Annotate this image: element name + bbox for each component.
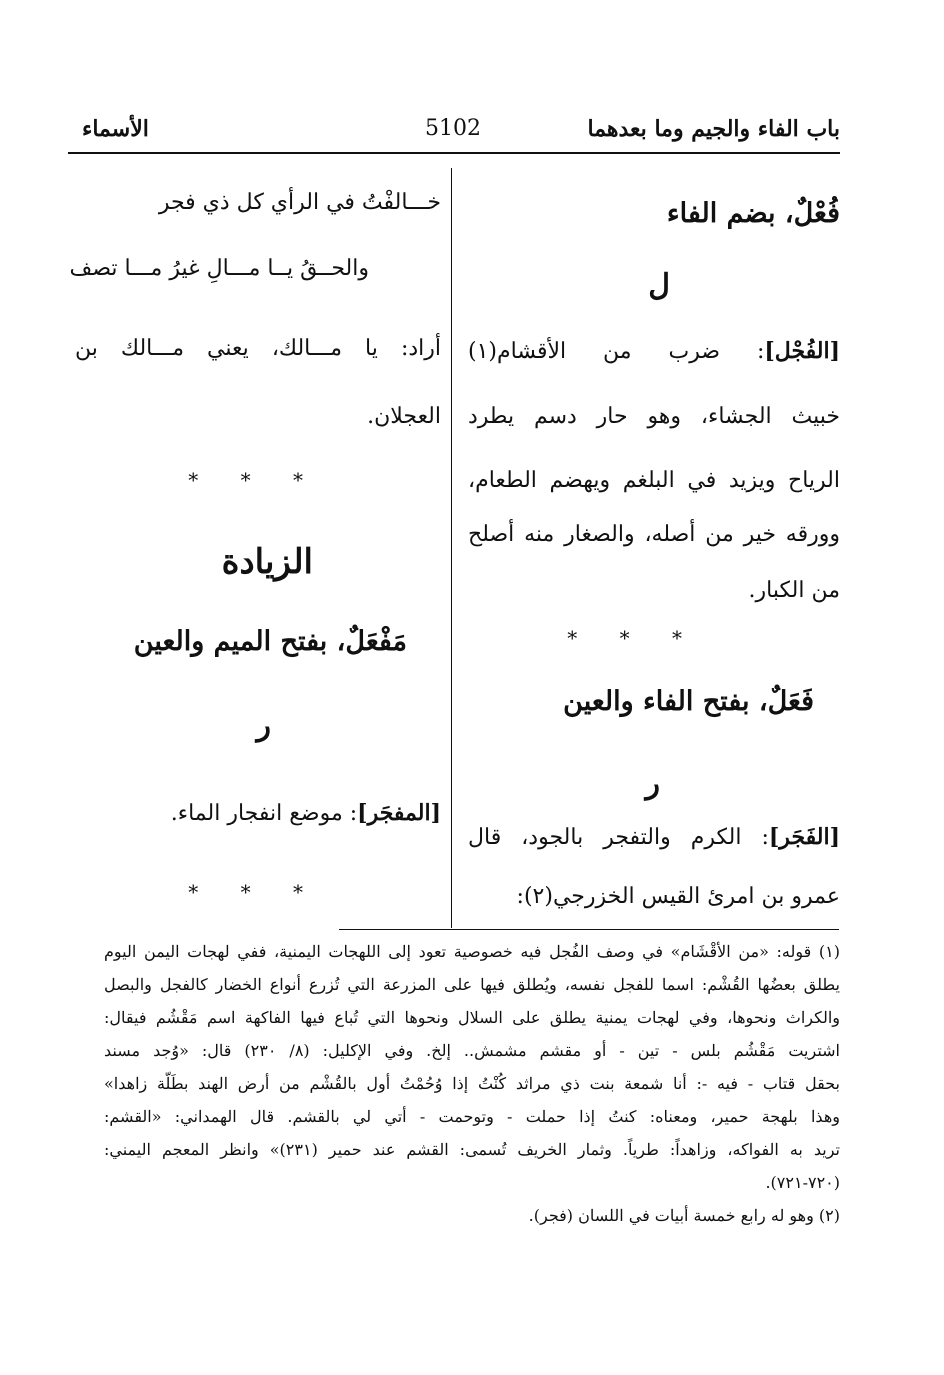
entry-fujl-line-3: الرياح ويزيد في البلغم ويهضم الطعام،: [468, 468, 840, 493]
footnote-1-line-7: تريد به الفواكه، وزاهداً: طرياً. وثمار الخريف تُسمى: القشم عند حمير (٢٣١)» وانظر المعجم اليمني:: [104, 1140, 841, 1159]
entry-mafjar: [171, 800, 441, 826]
running-header-chapter: باب الفاء والجيم وما بعدهما: [587, 116, 840, 142]
heading-fa3al: فَعَلٌ، بفتح الفاء والعين: [563, 686, 814, 717]
separator-stars-left-1: * * *: [188, 468, 321, 492]
footnote-1-line-5: بحقل قتاب - فيه -: أنا شمعة بنت ذي مراثد كُنْتُ إذا وُحُمْتُ أول بالقُشْم من أرض الهند بطَلّة زاهدا»: [104, 1074, 840, 1093]
footnote-rule: [339, 929, 839, 930]
entry-fujl-line-4: وورقه خير من أصله، والصغار منه أصلح: [468, 522, 840, 547]
entry-fujl-line-5: من الكبار.: [748, 578, 840, 603]
entry-fajar-line-1: [468, 824, 840, 850]
entry-fujl-text-1: : ضرب من الأقشام(١): [468, 339, 765, 364]
header-rule: [68, 152, 840, 154]
separator-stars-right: * * *: [567, 626, 700, 650]
letter-ra-right: ر: [645, 766, 660, 801]
letter-lam: ل: [648, 268, 670, 303]
section-title-ziyada: الزيادة: [221, 542, 313, 582]
running-header-section: الأسماء: [82, 116, 149, 142]
footnote-1-line-2: يطلق بعضُها القُشْم: اسما للفجل نفسه، ويُطلق فيها على المزرعة التي تُزرع أنواع الخضار كالفجل والبصل: [104, 975, 840, 994]
heading-maf3al: مَفْعَلٌ، بفتح الميم والعين: [133, 626, 407, 657]
entry-fajar-text-1: : الكرم والتفجر بالجود، قال: [468, 825, 769, 850]
entry-fujl-line-2: خبيث الجشاء، وهو حار دسم يطرد: [468, 404, 840, 429]
footnote-1-line-6: وهذا بلهجة حمير، ومعناه: كنتُ إذا حملت - وتوحمت - أتي لي بالقشم. قال الهمداني: «القشم:: [104, 1107, 840, 1126]
entry-fujl-term: [الفُجْل]: [764, 338, 840, 364]
footnote-1-line-3: والكراث ونحوها، وفي لهجات يمنية يطلق على السلال ونحوها التي تُباع فيها الفاكهة اسم مَقْشُم فيقال:: [104, 1008, 840, 1027]
footnote-1-line-8: (٧٢٠-٧٢١).: [765, 1173, 840, 1192]
entry-fujl-line-1: [468, 338, 840, 364]
entry-fajar-term: [الفَجَر]: [768, 824, 840, 850]
footnote-1-line-1: (١) قوله: «من الأقْشَام» في وصف الفُجل فيه خصوصية تعود إلى اللهجات اليمنية، ففي لهجات اليمن اليوم: [104, 942, 840, 961]
footnote-1-line-4: اشتريت مَقْشُم بلس - تين - أو مقشم مشمش.. إلخ. وفي الإكليل: (٨/ ٢٣٠) قال: «وُجد مسند: [104, 1041, 840, 1060]
entry-mafjar-text: : موضع انفجار الماء.: [170, 801, 358, 826]
separator-stars-left-2: * * *: [188, 880, 321, 904]
entry-fajar-line-2: عمرو بن امرئ القيس الخزرجي(٢):: [516, 884, 840, 909]
verse-line-1: خـــالفْتُ في الرأي كل ذي فجر: [158, 190, 441, 215]
page-number: 5102: [425, 116, 481, 141]
letter-ra-left: ر: [256, 708, 271, 743]
heading-fu3l: فُعْلٌ، بضم الفاء: [666, 198, 840, 229]
entry-mafjar-term: [المفجَر]: [357, 800, 441, 826]
verse-note-line-1: أراد: يا مـــالك، يعني مـــالك بن: [75, 336, 441, 361]
verse-line-2: والحــقُ يــا مـــالِ غيرُ مـــا تصف: [69, 256, 369, 281]
footnote-2: (٢) وهو له رابع خمسة أبيات في اللسان (فجر).: [528, 1206, 840, 1225]
column-divider: [451, 168, 452, 928]
verse-note-line-2: العجلان.: [367, 404, 441, 429]
